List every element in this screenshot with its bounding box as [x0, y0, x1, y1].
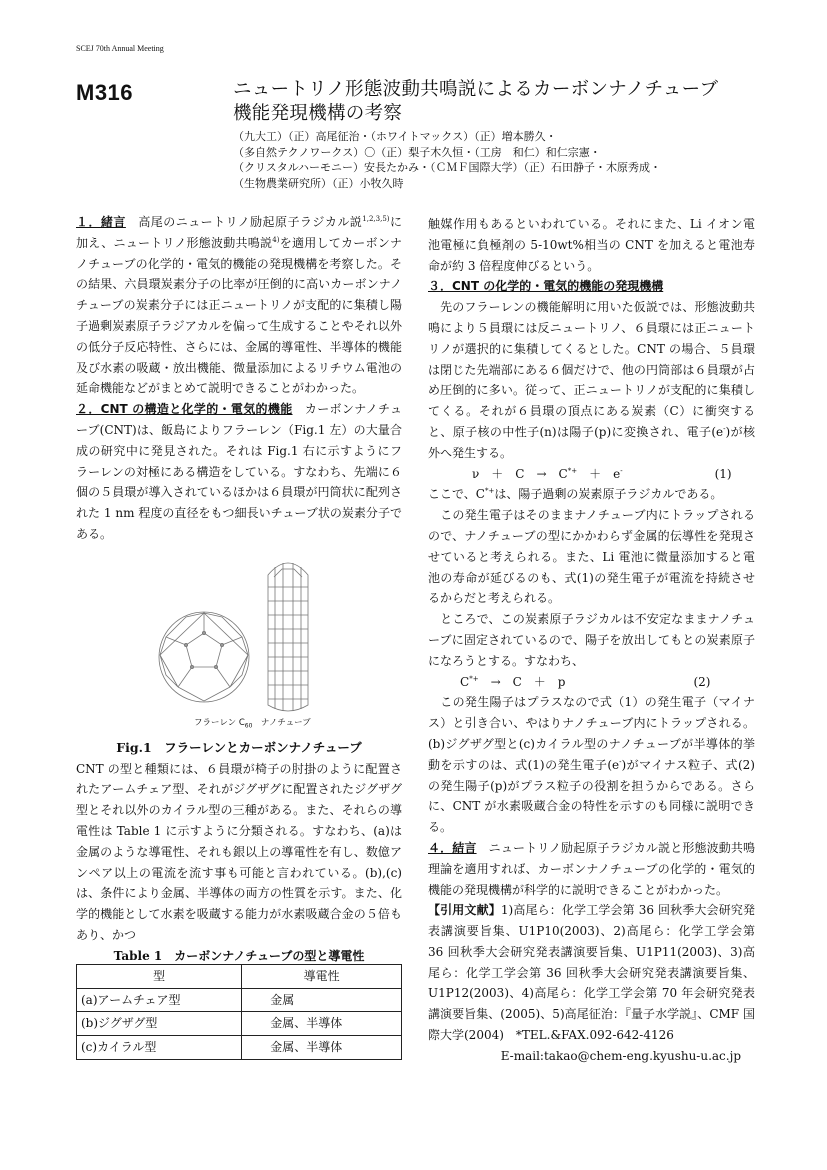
title-line: ニュートリノ形態波動共鳴説によるカーボンナノチューブ	[233, 79, 719, 100]
figure-1	[76, 555, 402, 735]
superscript: *+	[469, 674, 479, 683]
references-text: 1)高尾ら：化学工学会第 36 回秋季大会研究発表講演要旨集、U1P10(2003)、2)高尾ら：化学工学会第 36 回秋季大会研究発表講演要旨集、U1P11(2003)、3)高尾ら：化学工学会第 36 回秋季大会研究発表講演要旨集、U1P12(2003)、4)高尾ら：化学工学会第 70 年会研究発表講演要旨集、(2005)、5)高尾征治：『量子水学説』、CMF 国際大学(2004) *TEL.&FAX.092-642-4126	[428, 903, 755, 1043]
text-run: この発生陽子はプラスなので式（1）の発生電子（マイナス）と引き合い、やはりナノチューブ内にトラップされる。(b)ジグザグ型と(c)カイラル型のナノチューブが半導体的挙動を示すのは、式(1)の発生電子(e	[428, 695, 755, 772]
text-run: )がマイナス粒子、式(2)の発生陽子(p)がプラス粒子の役割を担うからである。さらに、CNT が水素吸蔵合金の特性を示すのも同様に説明できる。	[428, 757, 755, 835]
paper-title	[233, 78, 763, 126]
figure-1-caption: Fig.1 フラーレンとカーボンナノチューブ	[116, 739, 362, 755]
text-run: に加え、ニュートリノ形態波動共鳴説	[76, 215, 402, 250]
column-header-type: 型	[77, 964, 242, 988]
section-heading-mechanism: ３．CNT の化学的・電気的機能の発現機構	[428, 279, 664, 294]
table-row	[77, 1036, 402, 1060]
conclusion-paragraph	[428, 838, 755, 900]
left-column	[76, 212, 402, 1060]
equation-1	[428, 464, 755, 485]
column-header-conductivity: 導電性	[242, 964, 402, 988]
table-cell: (b)ジグザグ型	[77, 1012, 242, 1036]
fullerene-nanotube-illustration	[158, 555, 338, 713]
equation-number: (2)	[693, 674, 711, 689]
author-line: （九大工）（正）高尾征治・（ホワイトマックス）（正）増本勝久・	[233, 130, 557, 143]
section-heading-introduction: １．緒言	[76, 215, 126, 229]
equation-2	[428, 672, 755, 693]
figure-1-labels	[194, 713, 311, 737]
equation-number: (1)	[714, 466, 732, 481]
table-cell: (a)アームチェア型	[77, 988, 242, 1012]
references	[428, 900, 755, 1046]
equation-text: → C ＋ p	[478, 674, 566, 689]
table-row	[77, 988, 402, 1012]
table-cell: (c)カイラル型	[77, 1036, 242, 1060]
radical-paragraph: ところで、この炭素原子ラジカルは不安定なままナノチューブに固定されているので、陽子を放出してもとの炭素原子になろうとする。すなわち、	[428, 612, 755, 668]
table-header-row	[77, 964, 402, 988]
citation: 1,2,3,5)	[362, 215, 390, 223]
section-heading-conclusion: ４．結言	[428, 840, 477, 855]
equation-text: ＋ e	[577, 466, 621, 481]
mechanism-heading-line	[428, 276, 755, 297]
equation-text: ν ＋ C → C	[472, 466, 568, 481]
superscript: *+	[567, 466, 578, 475]
paper-code: M316	[76, 80, 134, 105]
introduction-paragraph	[76, 212, 402, 399]
fullerene-subscript: 60	[244, 722, 253, 730]
author-line: （クリスタルハーモニー）安長たかみ・（ＣＭＦ国際大学）（正）石田静子・木原秀成・	[233, 161, 662, 175]
email-contact: E-mail:takao@chem-eng.kyushu-u.ac.jp	[500, 1048, 741, 1063]
table-cell: 金属	[242, 988, 402, 1012]
right-column	[428, 214, 755, 1067]
table-cell: 金属、半導体	[242, 1012, 402, 1036]
radical-definition	[428, 484, 755, 505]
nanotube-drawing	[268, 563, 308, 711]
text-run: 高尾のニュートリノ励起原子ラジカル説	[125, 215, 363, 229]
author-line: （生物農業研究所）（正）小牧久時	[233, 176, 404, 190]
continued-paragraph: 触媒作用もあるといわれている。それにまた、Li イオン電池電極に負極剤の 5-10wt%相当の CNT を加えると電池寿命が約 3 倍程度伸びるという。	[428, 217, 755, 273]
citation: 4)	[272, 235, 280, 244]
author-line: （多自然テクノワークス）〇（正）梨子木久恒・（工房 和仁）和仁宗憲・	[233, 145, 601, 159]
conduction-paragraph: この発生電子はそのままナノチューブ内にトラップされるので、ナノチューブの型にかかわらず金属的伝導性を発現させていると考えられる。また、Li 電池に微量添加すると電池の寿命が延びるのも、式(1)の発生電子が電流を持続させるからだと考えられる。	[428, 508, 755, 606]
fullerene-drawing	[159, 612, 249, 702]
nanotube-label: ナノチューブ	[260, 717, 311, 728]
table-cell: 金属、半導体	[242, 1036, 402, 1060]
text-run: カーボンナノチューブ(CNT)は、飯島によりフラーレン（Fig.1 左）の大量合成の研究中に発見された。それは Fig.1 右に示すようにフラーレンの対極にある構造をしている。すなわち、先端に６個の５員環が導入されているほかは６員環が円筒状に配列された 1 nm 程度の直径をもつ細長いチューブ状の炭素分子である。	[76, 402, 402, 541]
text-run: 先のフラーレンの機能解明に用いた仮説では、形態波動共鳴により５員環には反ニュートリノ、６員環には正ニュートリノが選択的に集積してくるとした。CNT の場合、５員環は閉じた先端部にある６個だけで、他の円筒部は６員環が占め圧倒的に多い。従って、正ニュートリノが支配的に集積してくる。それが６員環の頂点にある炭素（C）に衝突すると、原子核の中性子(n)は陽子(p)に変換され、電子(e	[428, 300, 755, 439]
table-1	[76, 964, 402, 1060]
superscript: -	[723, 424, 726, 433]
text-run: ここで、C	[428, 487, 485, 502]
table-1-title: Table 1 カーボンナノチューブの型と導電性	[113, 948, 365, 963]
mechanism-paragraph	[428, 297, 755, 463]
references-heading: 【引用文献】	[428, 903, 501, 918]
superscript: -	[619, 757, 622, 766]
superscript: *+	[484, 487, 495, 496]
author-list	[233, 129, 773, 191]
title-line: 機能発現機構の考察	[233, 103, 403, 124]
cnt-types-paragraph: CNT の型と種類には、６員環が椅子の肘掛のように配置されたアームチェア型、それがジグザグに配置されたジグザグ型とそれ以外のカイラル型の三種がある。また、それらの導電性は Table 1 に示すように分類される。すなわち、(a)は金属のような導電性、それも銀以上の導電性を有し、数億アンペア以上の電流を流す事も可能と言われている。(b),(c)は、条件により金属、半導体の両方の性質を示す。また、化学的機能として水素を吸蔵する能力が水素吸蔵合金の５倍もあり、かつ	[76, 761, 402, 942]
structure-paragraph	[76, 399, 402, 545]
meeting-name: SCEJ 70th Annual Meeting	[76, 44, 164, 53]
text-run: を適用してカーボンナノチューブの化学的・電気的機能の発現機構を考察した。その結果、六員環炭素分子の比率が圧倒的に高いカーボンナノチューブの炭素分子には正ニュートリノが支配的に集積し陽子過剰炭素原子ラジアカルを偏って生成することやそれ以外の低分子反応特性、さらには、金属的導電性、半導体的機能及び水素の吸蔵・放出機能、微量添加によるリチウム電池の延命機能などがまとめて説明できることがわかった。	[76, 235, 402, 396]
table-row	[77, 1012, 402, 1036]
semiconductor-paragraph	[428, 692, 755, 838]
text-run: )が核外へ発生する。	[428, 424, 755, 460]
text-run: ニュートリノ励起原子ラジカル説と形態波動共鳴理論を適用すれば、カーボンナノチューブの化学的・電気的機能の発現機構が科学的に説明できることがわかった。	[428, 840, 755, 897]
equation-text: C	[460, 674, 470, 689]
text-run: は、陽子過剰の炭素原子ラジカルである。	[494, 487, 723, 502]
fullerene-label: フラーレン C	[194, 717, 245, 728]
superscript: -	[620, 466, 623, 475]
section-heading-structure: ２．CNT の構造と化学的・電気的機能	[76, 402, 293, 417]
